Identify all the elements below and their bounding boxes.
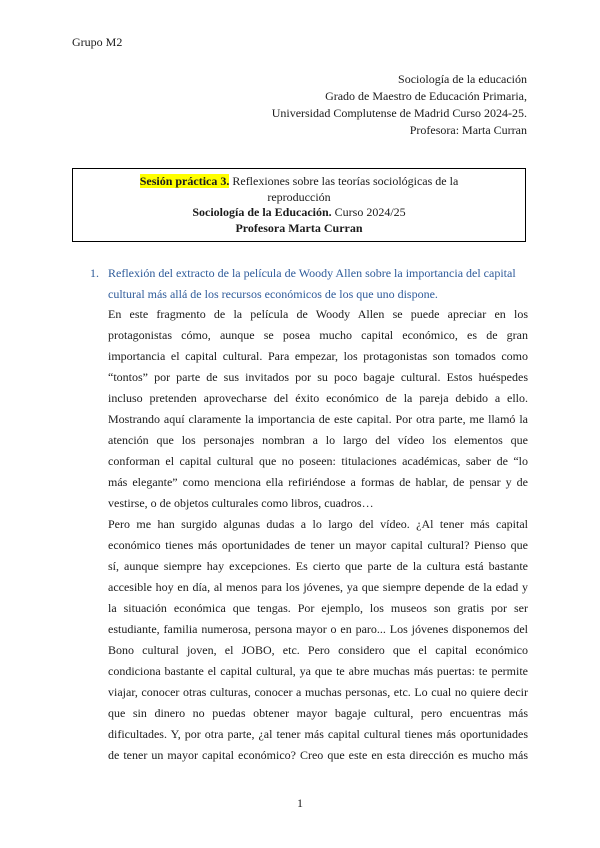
session-title-line2: reproducción	[267, 189, 331, 204]
text-line: Pero me han surgido algunas dudas a lo largo del vídeo. ¿Al tener más capital	[108, 517, 528, 531]
paragraph-1	[108, 304, 528, 514]
course-professor: Profesora: Marta Curran	[409, 123, 527, 137]
page-number: 1	[297, 796, 303, 810]
text-line: Mostrando aquí claramente la importancia de este capital. Por otra parte, me llamó la	[108, 412, 528, 426]
session-title-rest: Reflexiones sobre las teorías sociológicas de la	[229, 174, 459, 188]
session-subject-line	[73, 205, 525, 221]
group-label: Grupo M2	[72, 35, 123, 49]
text-line: la situación económica que tengas. Por ejemplo, los museos son gratis por ser	[108, 601, 528, 615]
course-degree: Grado de Maestro de Educación Primaria,	[325, 89, 527, 103]
text-line: sí, aunque siempre hay excepciones. Es cierto que parte de la cultura está bastante	[108, 559, 528, 573]
text-line: vestirse, o de objetos culturales como libros, cuadros…	[108, 496, 374, 510]
question-text	[108, 263, 528, 305]
text-line: dificultades. Y, por otra parte, ¿al tener más capital cultural tienes más oportunidades	[108, 727, 528, 741]
course-subject: Sociología de la educación	[398, 72, 527, 86]
text-line: de tener un mayor capital económico? Creo que este en esta dirección es mucho más	[108, 748, 528, 762]
text-line: estudiante, familia numerosa, persona mayor o en paro... Los jóvenes disponemos del	[108, 622, 528, 636]
session-subject: Sociología de la Educación.	[192, 205, 332, 219]
course-header	[272, 71, 527, 139]
text-line: más elegante” como menciona ella refiriéndose a formas de hablar, de pensar y de	[108, 475, 528, 489]
question-heading	[90, 263, 528, 305]
text-line: En este fragmento de la película de Woody Allen se puede apreciar en los	[108, 307, 528, 321]
question-number: 1.	[90, 266, 99, 280]
text-line: atención que los personajes nombran a lo largo del vídeo los elementos que	[108, 433, 528, 447]
session-course-year: Curso 2024/25	[331, 205, 406, 219]
text-line: viajar, conocer otras culturas, conocer a muchas personas, etc. Lo cual no quiere decir	[108, 685, 528, 699]
text-line: importancia el capital cultural. Para empezar, los protagonistas son tomados como	[108, 349, 528, 363]
session-title-line1	[73, 174, 525, 190]
text-line: condiciona bastante el capital cultural, ya que te abre muchas más puertas: te permite	[108, 664, 528, 678]
paragraph-2	[108, 514, 528, 766]
text-line: económico tienes más oportunidades de tener un mayor capital cultural? Pienso que	[108, 538, 528, 552]
text-line: “tontos” por parte de sus invitados por su poco bagaje cultural. Estos huéspedes	[108, 370, 528, 384]
text-line: Bono cultural joven, el JOBO, etc. Pero considero que el capital económico	[108, 643, 528, 657]
session-professor: Profesora Marta Curran	[235, 220, 363, 235]
course-university: Universidad Complutense de Madrid Curso 2024-25.	[271, 106, 527, 120]
question-line: Reflexión del extracto de la película de Woody Allen sobre la importancia del capital	[108, 266, 516, 280]
text-line: conforman el capital cultural que no poseen: titulaciones académicas, saber de “lo	[108, 454, 528, 468]
text-line: accesible hoy en día, al menos para los jóvenes, ya que siempre depende de la edad y	[108, 580, 528, 594]
session-title-box	[72, 168, 526, 242]
question-line: cultural más allá de los recursos económicos de los que uno dispone.	[108, 287, 438, 301]
text-line: que sin dinero no puedas obtener mayor bagaje cultural, pero encuentras más	[108, 706, 528, 720]
text-line: incluso pretenden aprovecharse del éxito económico de la pareja debido a ello.	[108, 391, 528, 405]
text-line: protagonistas cómo, aunque se posea mucho capital económico, es de gran	[108, 328, 528, 342]
session-highlight: Sesión práctica 3.	[139, 174, 230, 188]
